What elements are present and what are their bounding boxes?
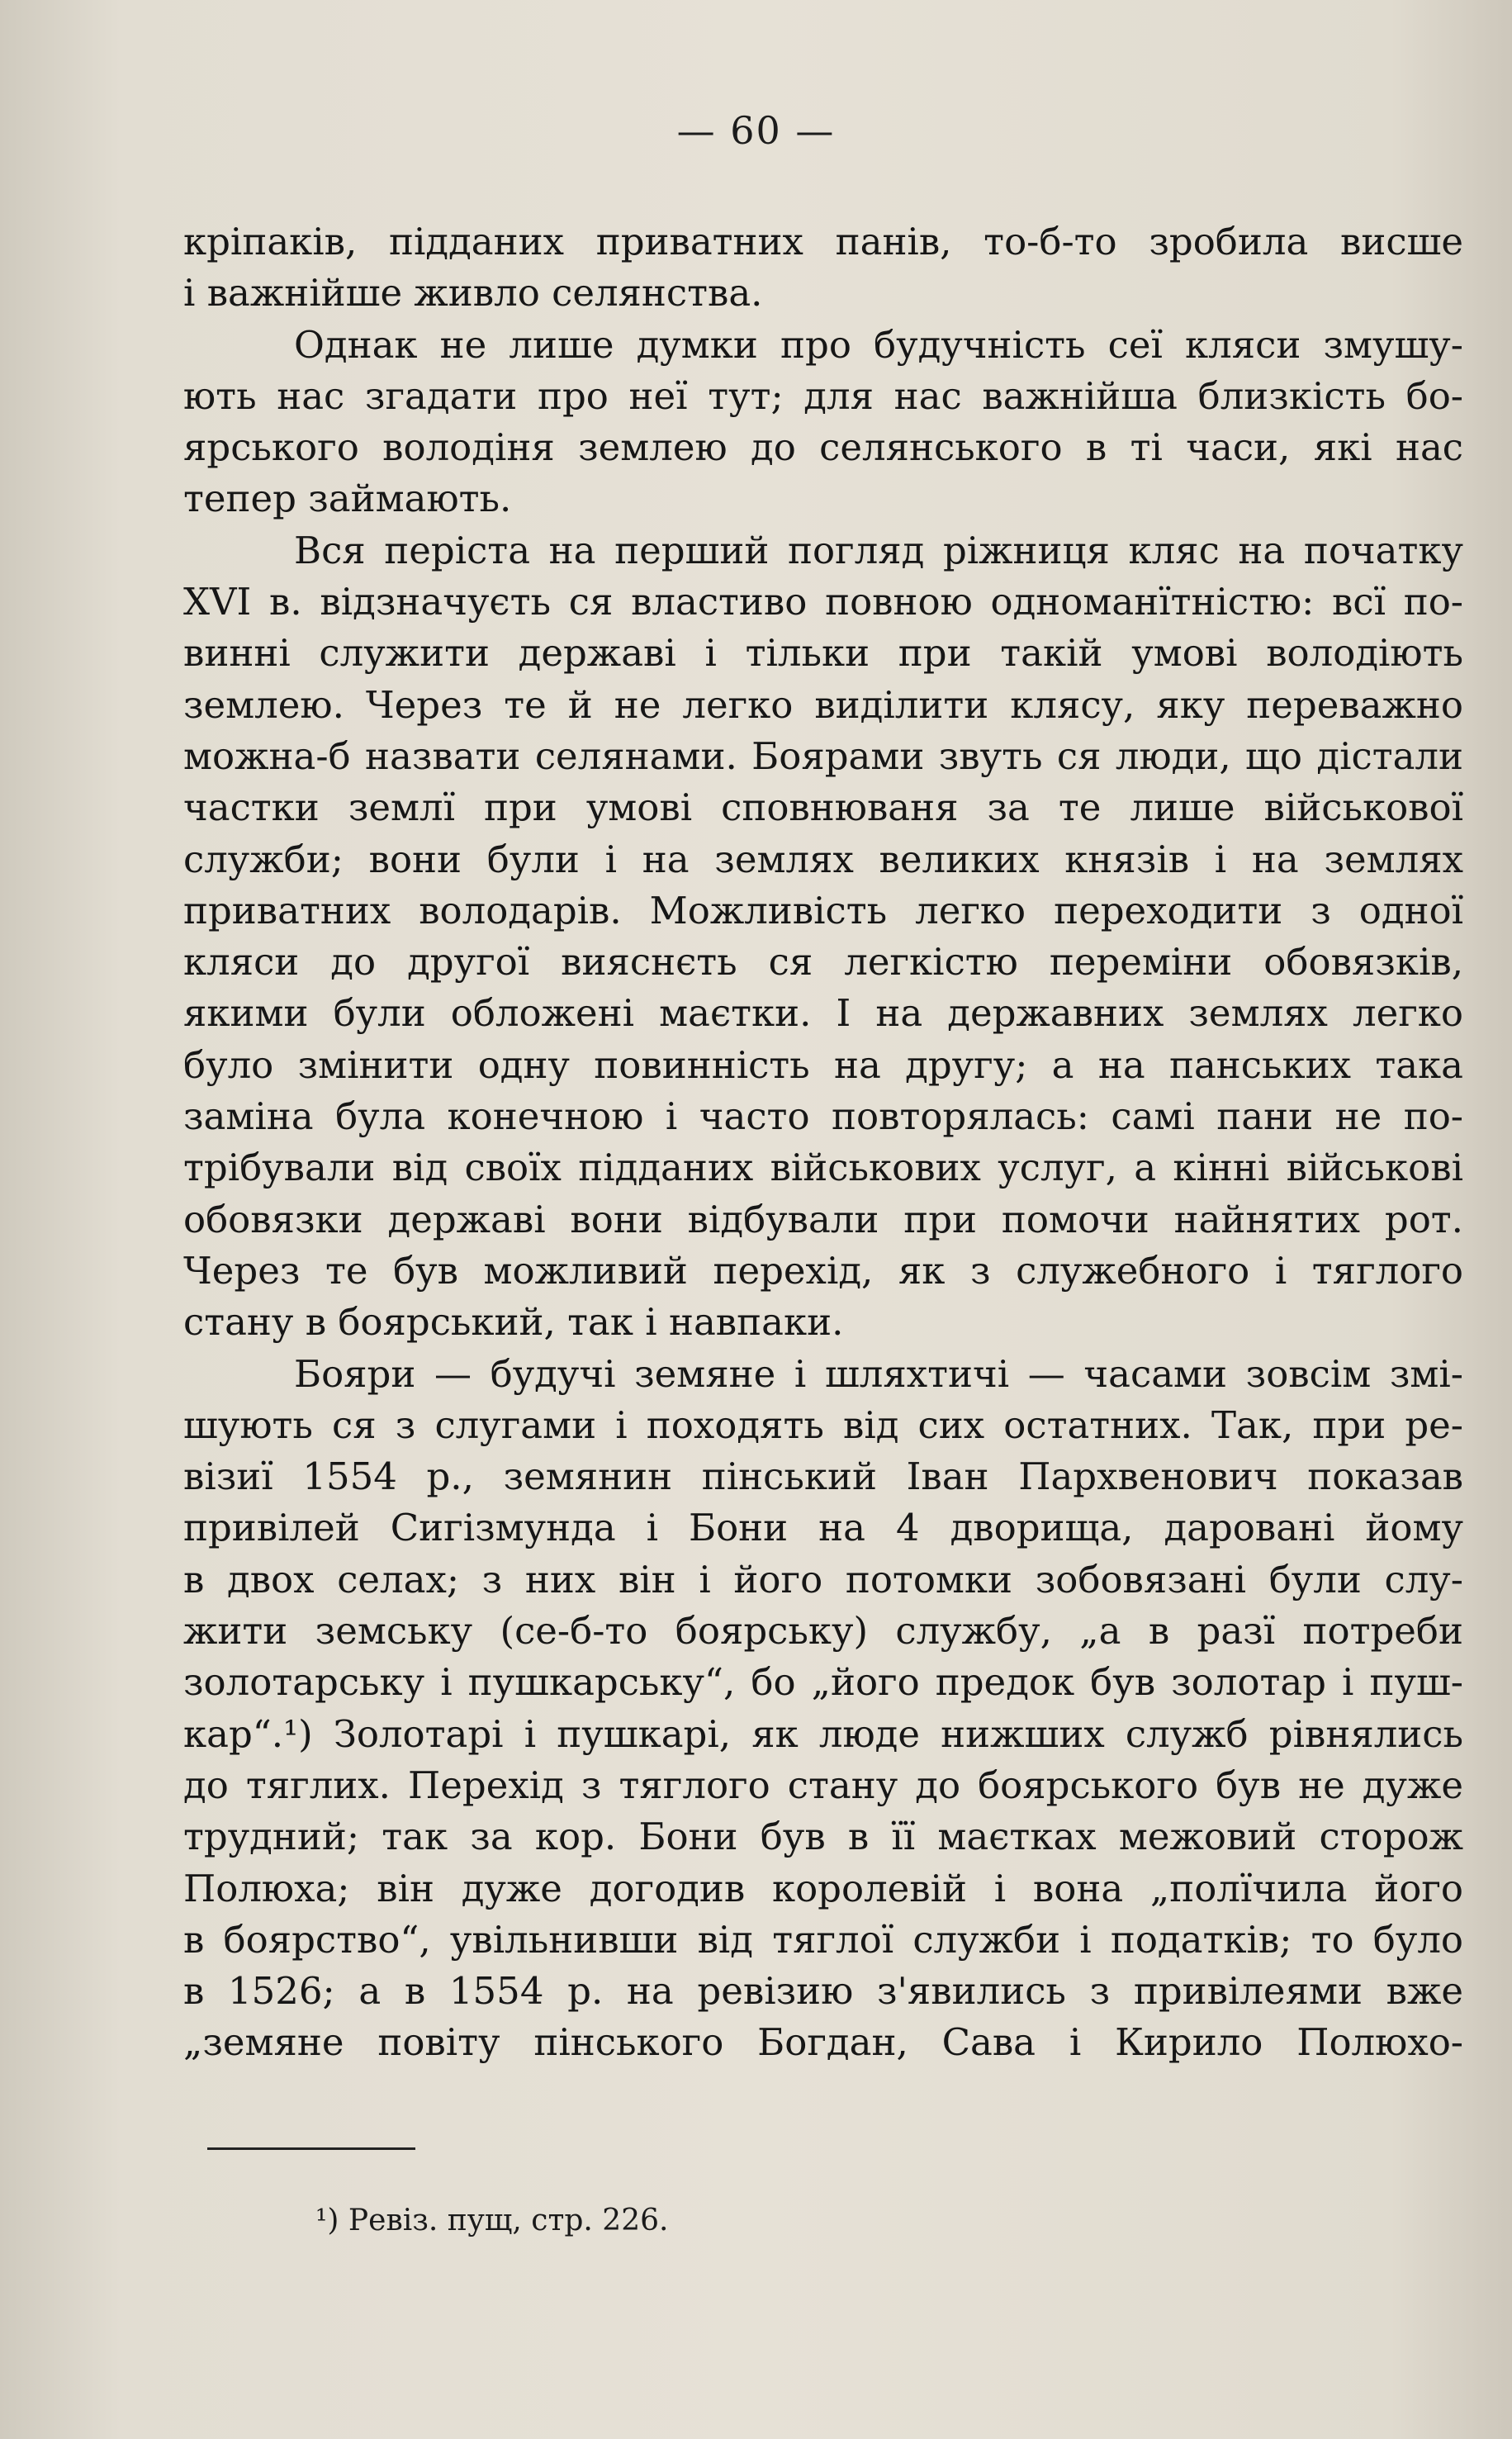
text-line: до тяглих. Перехід з тяглого стану до боярського був не дуже [183, 1763, 1463, 1807]
text-line: привілей Сигізмунда і Бони на 4 дворища, даровані йому [183, 1506, 1463, 1550]
text-line: служби; вони були і на землях великих князів і на землях [183, 837, 1463, 881]
text-line: можна-б назвати селянами. Боярами звуть ся люди, що дістали [183, 733, 1463, 778]
text-line: частки землї при умові сповнюваня за те лише військової [183, 785, 1463, 830]
text-line: трудний; так за кор. Бони був в її маєтках межовий сторож [183, 1815, 1463, 1859]
text-line: стану в боярський, так і навпаки. [183, 1300, 844, 1345]
text-line: в двох селах; з них він і його потомки зобовязані були слу- [183, 1557, 1463, 1601]
text-line: Полюха; він дуже догодив королевій і вона „полїчила його [183, 1866, 1463, 1910]
text-line: і важнійше живло селянства. [183, 271, 763, 316]
text-line: кляси до другої вияснєть ся легкістю переміни обовязків, [183, 940, 1463, 985]
text-line: шують ся з слугами і походять від сих остатних. Так, при ре- [183, 1402, 1463, 1447]
text-line: Однак не лише думки про будучність сеї кляси змушу- [294, 322, 1463, 367]
footnote: ¹) Ревіз. пущ, стр. 226. [315, 2204, 669, 2237]
text-line: кріпаків, підданих приватних панів, то-б-то зробила висше [183, 220, 1463, 263]
text-line: Через те був можливий перехід, як з служебного і тяглого [183, 1248, 1463, 1293]
text-line: Бояри — будучі земяне і шляхтичі — часами зовсім змі- [294, 1351, 1463, 1396]
text-line: візиї 1554 р., земянин пінський Іван Пархвенович показав [183, 1454, 1463, 1499]
text-line: „земяне повіту пінського Богдан, Сава і Кирило Полюхо- [183, 2020, 1463, 2065]
text-line: кар“.¹) Золотарі і пушкарі, як люде нижших служб рівнялись [183, 1711, 1463, 1756]
text-line: трібували від своїх підданих військових услуг, а кінні військові [183, 1146, 1463, 1190]
text-line: ють нас згадати про неї тут; для нас важнійша близкість бо- [183, 373, 1463, 418]
text-line: землею. Через те й не легко виділити клясу, яку переважно [183, 682, 1463, 727]
text-line: в 1526; а в 1554 р. на ревізию з'явились з привілеями вже [183, 1969, 1463, 2014]
text-line: жити земську (се-б-то боярську) службу, „а в разї потреби [183, 1609, 1463, 1654]
text-line: ярського володіня землею до селянського в ті часи, які нас [183, 425, 1463, 470]
text-line: якими були обложені маєтки. І на державних землях легко [183, 991, 1463, 1036]
text-line: обовязки державі вони відбували при помочи найнятих рот. [183, 1197, 1463, 1241]
text-line: XVI в. відзначуєть ся властиво повною одноманїтністю: всї по- [183, 580, 1463, 624]
text-line: винні служити державі і тільки при такій умові володіють [183, 631, 1463, 676]
text-line: тепер займають. [183, 477, 512, 521]
text-line: було змінити одну повинність на другу; а на панських така [183, 1042, 1463, 1087]
text-line: золотарську і пушкарську“, бо „його предок був золотар і пуш- [183, 1660, 1463, 1705]
footnote-divider [207, 2147, 415, 2150]
text-line: Вся періста на перший погляд ріжниця кляс на початку [294, 528, 1463, 572]
text-line: заміна була конечною і часто повторялась: самі пани не по- [183, 1094, 1463, 1139]
page-number: — 60 — [676, 108, 836, 153]
body-text [183, 216, 1463, 2069]
text-line: приватних володарів. Можливість легко переходити з одної [183, 888, 1463, 932]
text-line: в боярство“, увільнивши від тяглої служби і податків; то було [183, 1917, 1463, 1962]
